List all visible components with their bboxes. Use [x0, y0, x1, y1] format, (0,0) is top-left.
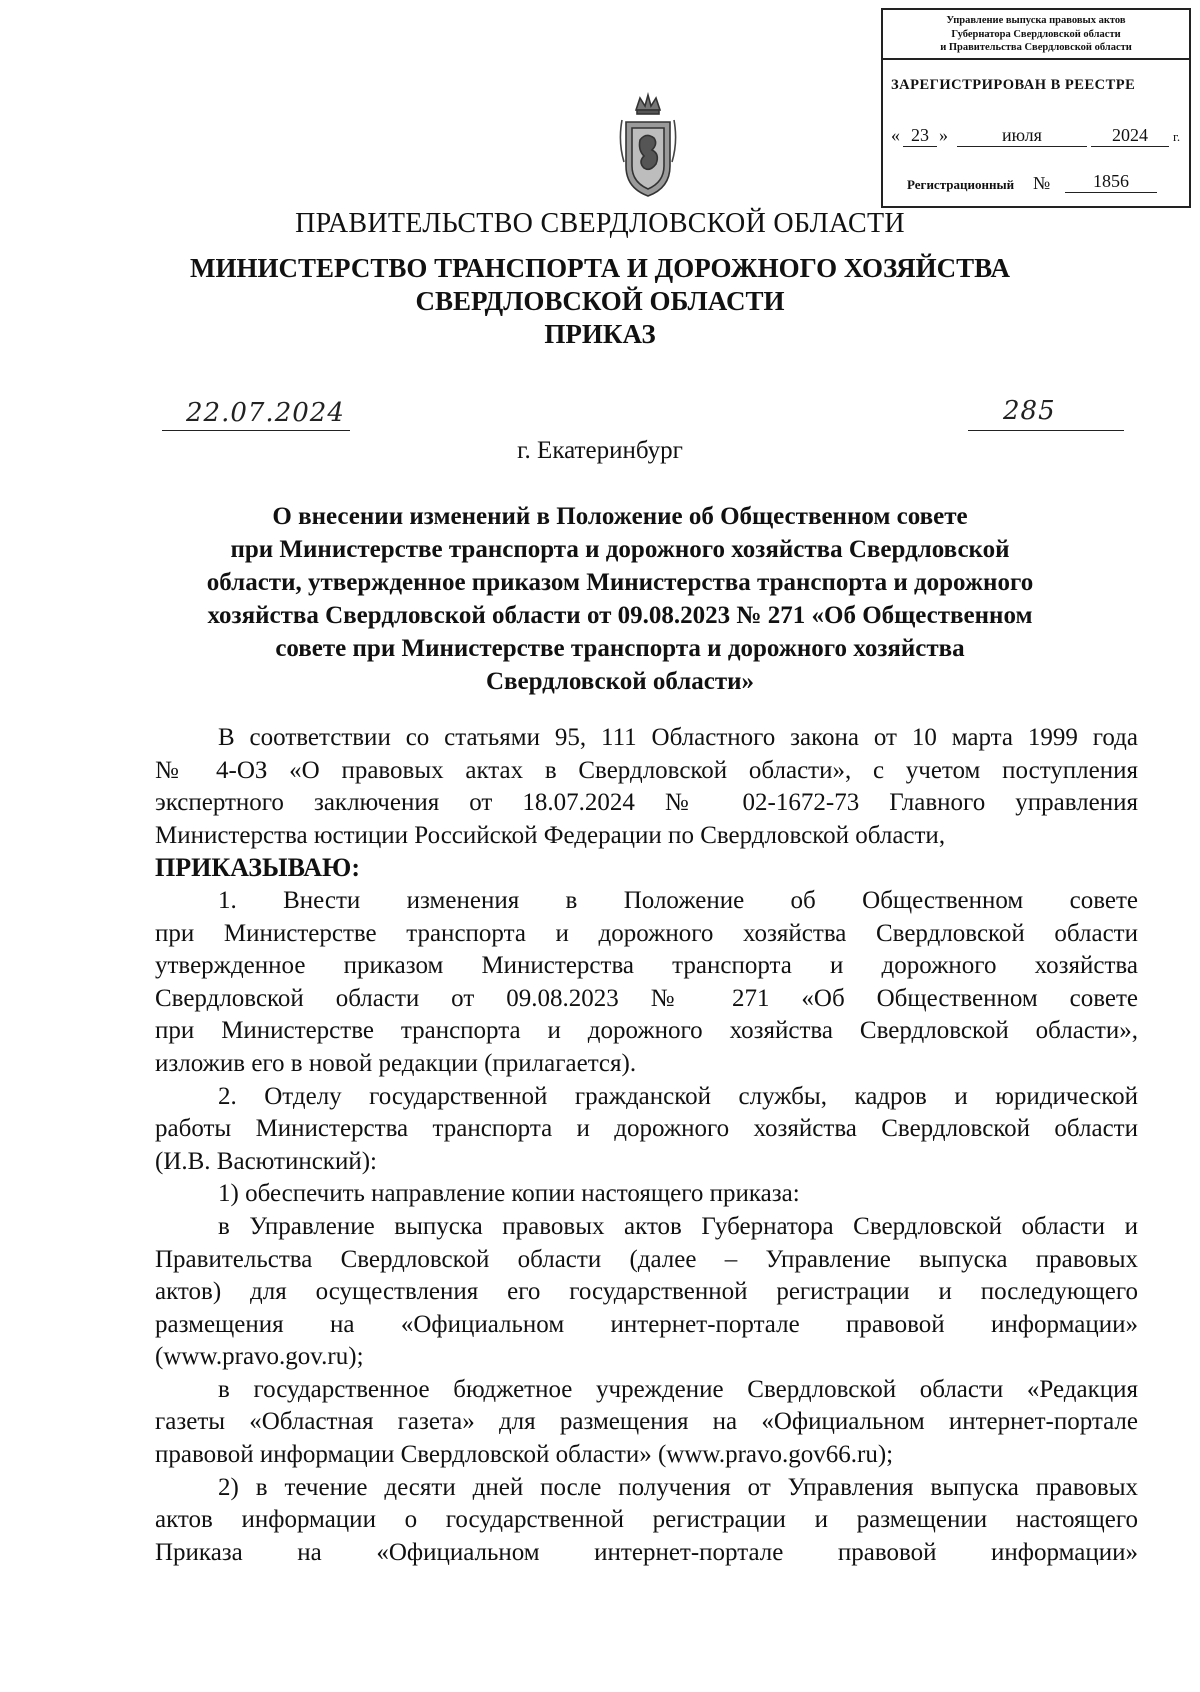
- body-line: Приказа на «Официальном интернет-портале правовой информации»: [155, 1538, 1138, 1566]
- body-line: (www.pravo.gov.ru);: [155, 1343, 364, 1371]
- stamp-open-quote: «: [891, 125, 900, 145]
- order-number-handwritten: 285: [1003, 396, 1056, 426]
- order-body: [155, 722, 1138, 1569]
- stamp-registered-label: ЗАРЕГИСТРИРОВАН В РЕЕСТРЕ: [891, 77, 1136, 93]
- body-line: актов) для осуществления его государственной регистрации и последующего: [155, 1278, 1138, 1306]
- body-line: изложив его в новой редакции (прилагается).: [155, 1049, 637, 1077]
- body-line: 1. Внести изменения в Положение об Общественном совете: [218, 886, 1138, 914]
- body-line: при Министерстве транспорта и дорожного хозяйства Свердловской области»,: [155, 1017, 1138, 1045]
- stamp-year: 2024: [1091, 125, 1169, 147]
- body-line: газеты «Областная газета» для размещения на «Официальном интернет-портале: [155, 1408, 1138, 1436]
- registration-stamp: [881, 8, 1191, 208]
- subject-line: области, утвержденное приказом Министерства транспорта и дорожного: [206, 569, 1034, 596]
- body-line: Свердловской области от 09.08.2023 № 271 «Об Общественном совете: [155, 984, 1138, 1012]
- stamp-reg-number: [907, 173, 1177, 197]
- date-line: [162, 430, 350, 431]
- subject-line: Свердловской области»: [485, 668, 755, 695]
- body-line: 1) обеспечить направление копии настоящего приказа:: [218, 1180, 800, 1208]
- stamp-number-sign: №: [1033, 173, 1051, 193]
- order-city: г. Екатеринбург: [517, 437, 683, 464]
- stamp-close-quote: »: [939, 125, 948, 145]
- stamp-reg-label: Регистрационный: [907, 177, 1015, 192]
- ministry-title-line: МИНИСТЕРСТВО ТРАНСПОРТА И ДОРОЖНОГО ХОЗЯЙСТВА: [190, 253, 1010, 283]
- order-type-title: ПРИКАЗ: [544, 319, 656, 349]
- body-line: 2) в течение десяти дней после получения от Управления выпуска правовых: [218, 1473, 1138, 1501]
- stamp-header-line: Губернатора Свердловской области: [951, 28, 1121, 40]
- stamp-month: июля: [957, 125, 1087, 147]
- body-line: при Министерстве транспорта и дорожного хозяйства Свердловской области: [155, 919, 1138, 947]
- government-title: ПРАВИТЕЛЬСТВО СВЕРДЛОВСКОЙ ОБЛАСТИ: [295, 208, 905, 239]
- coat-of-arms-icon: [616, 92, 680, 200]
- stamp-header-line: и Правительства Свердловской области: [940, 42, 1132, 53]
- stamp-number-value: 1856: [1065, 171, 1157, 193]
- stamp-year-suffix: г.: [1173, 129, 1181, 144]
- body-line: работы Министерства транспорта и дорожного хозяйства Свердловской области: [155, 1115, 1138, 1143]
- stamp-day: 23: [903, 125, 937, 147]
- body-line: В соответствии со статьями 95, 111 Областного закона от 10 марта 1999 года: [218, 724, 1138, 751]
- body-line: в государственное бюджетное учреждение Свердловской области «Редакция: [218, 1375, 1138, 1403]
- body-line: 2. Отделу государственной гражданской службы, кадров и юридической: [218, 1082, 1138, 1110]
- body-line: размещения на «Официальном интернет-портале правовой информации»: [155, 1310, 1138, 1338]
- order-subject: [160, 500, 1080, 698]
- ministry-title: [0, 252, 1200, 351]
- order-word: ПРИКАЗЫВАЮ:: [155, 853, 360, 883]
- body-line: (И.В. Васютинский):: [155, 1147, 377, 1175]
- stamp-date: [891, 125, 1185, 147]
- body-line: в Управление выпуска правовых актов Губернатора Свердловской области и: [218, 1212, 1138, 1240]
- body-line: № 4-ОЗ «О правовых актах в Свердловской области», с учетом поступления: [155, 756, 1138, 784]
- ministry-title-line: СВЕРДЛОВСКОЙ ОБЛАСТИ: [415, 286, 785, 316]
- body-line: актов информации о государственной регистрации и размещении настоящего: [155, 1506, 1138, 1534]
- subject-line: при Министерстве транспорта и дорожного хозяйства Свердловской: [230, 536, 1010, 563]
- subject-line: хозяйства Свердловской области от 09.08.2023 № 271 «Об Общественном: [207, 602, 1033, 629]
- number-line: [968, 430, 1124, 431]
- body-line: утвержденное приказом Министерства транспорта и дорожного хозяйства: [155, 952, 1138, 980]
- body-line: Министерства юстиции Российской Федерации по Свердловской области,: [155, 821, 946, 849]
- order-date-handwritten: 22.07.2024: [186, 398, 345, 428]
- body-line: правовой информации Свердловской области» (www.pravo.gov66.ru);: [155, 1441, 894, 1469]
- body-line: экспертного заключения от 18.07.2024 № 02-1672-73 Главного управления: [155, 789, 1138, 817]
- subject-line: О внесении изменений в Положение об Общественном совете: [272, 503, 968, 530]
- body-line: Правительства Свердловской области (далее – Управление выпуска правовых: [155, 1245, 1138, 1273]
- stamp-header: [883, 10, 1189, 60]
- stamp-header-line: Управление выпуска правовых актов: [946, 15, 1126, 26]
- subject-line: совете при Министерстве транспорта и дорожного хозяйства: [275, 635, 965, 662]
